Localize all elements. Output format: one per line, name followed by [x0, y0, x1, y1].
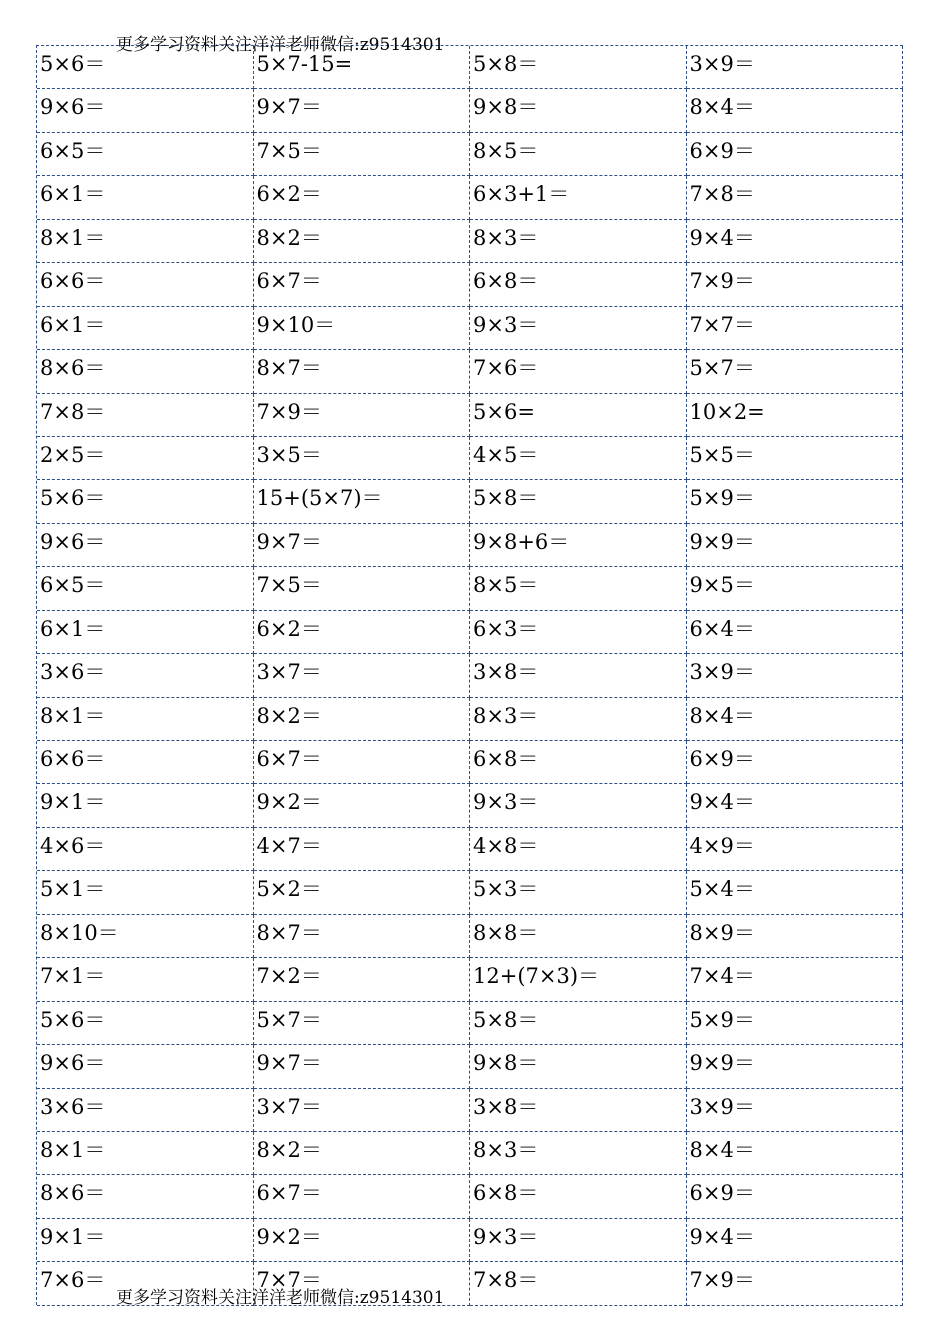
problem-cell: 8×8＝ [470, 915, 687, 958]
problem-cell: 5×7-15= [254, 46, 471, 89]
problem-cell: 3×9＝ [687, 654, 904, 697]
table-row [37, 307, 903, 350]
problem-cell: 3×6＝ [37, 654, 254, 697]
problem-cell: 4×6＝ [37, 828, 254, 871]
problem-cell: 7×2＝ [254, 958, 471, 1001]
problem-cell: 7×9＝ [687, 263, 904, 306]
problem-cell: 8×5＝ [470, 567, 687, 610]
problem-cell: 9×8＝ [470, 1045, 687, 1088]
problem-cell: 8×7＝ [254, 350, 471, 393]
problem-cell: 8×6＝ [37, 1175, 254, 1218]
problem-cell: 5×6＝ [37, 46, 254, 89]
problem-cell: 9×6＝ [37, 89, 254, 132]
table-row [37, 741, 903, 784]
problem-cell: 5×8＝ [470, 1002, 687, 1045]
problem-cell: 3×9＝ [687, 46, 904, 89]
problem-cell: 4×5＝ [470, 437, 687, 480]
problem-cell: 3×6＝ [37, 1089, 254, 1132]
problem-cell: 7×5＝ [254, 567, 471, 610]
problem-cell: 6×9＝ [687, 741, 904, 784]
table-row [37, 654, 903, 697]
problem-cell: 7×8＝ [37, 394, 254, 437]
problem-cell: 6×7＝ [254, 1175, 471, 1218]
problem-cell: 7×1＝ [37, 958, 254, 1001]
problem-cell: 10×2= [687, 394, 904, 437]
watermark-bottom: 更多学习资料关注洋洋老师微信:z9514301 [116, 1288, 445, 1308]
problem-cell: 6×6＝ [37, 263, 254, 306]
problem-cell: 6×4＝ [687, 611, 904, 654]
problem-cell: 9×1＝ [37, 784, 254, 827]
problem-cell: 9×8+6＝ [470, 524, 687, 567]
problem-cell: 9×8＝ [470, 89, 687, 132]
problem-cell: 9×7＝ [254, 89, 471, 132]
problem-cell: 6×8＝ [470, 1175, 687, 1218]
table-row [37, 133, 903, 176]
problem-cell: 8×4＝ [687, 89, 904, 132]
problem-cell: 7×8＝ [687, 176, 904, 219]
problem-cell: 3×7＝ [254, 654, 471, 697]
problem-cell: 5×6＝ [37, 480, 254, 523]
problem-cell: 6×7＝ [254, 741, 471, 784]
problem-cell: 5×2＝ [254, 871, 471, 914]
problem-cell: 7×6＝ [37, 1262, 254, 1305]
problem-cell: 9×6＝ [37, 1045, 254, 1088]
problem-cell: 5×7＝ [687, 350, 904, 393]
table-row [37, 350, 903, 393]
problem-cell: 7×7＝ [687, 307, 904, 350]
table-row [37, 1045, 903, 1088]
watermark-top: 更多学习资料关注洋洋老师微信:z9514301 [116, 35, 445, 55]
table-row [37, 176, 903, 219]
problem-cell: 8×5＝ [470, 133, 687, 176]
problem-cell: 9×4＝ [687, 784, 904, 827]
table-row [37, 480, 903, 523]
problem-cell: 12+(7×3)＝ [470, 958, 687, 1001]
table-row [37, 828, 903, 871]
table-row [37, 1002, 903, 1045]
problem-cell: 9×6＝ [37, 524, 254, 567]
problem-cell: 6×5＝ [37, 133, 254, 176]
problem-cell: 6×2＝ [254, 611, 471, 654]
problem-cell: 8×2＝ [254, 698, 471, 741]
table-row [37, 220, 903, 263]
problem-cell: 8×3＝ [470, 698, 687, 741]
problem-cell: 6×3+1＝ [470, 176, 687, 219]
problem-cell: 8×7＝ [254, 915, 471, 958]
table-row [37, 437, 903, 480]
table-row [37, 784, 903, 827]
problem-cell: 5×6＝ [37, 1002, 254, 1045]
problem-cell: 8×2＝ [254, 1132, 471, 1175]
problem-cell: 7×4＝ [687, 958, 904, 1001]
problem-cell: 9×3＝ [470, 1219, 687, 1262]
problem-cell: 4×8＝ [470, 828, 687, 871]
table-row [37, 871, 903, 914]
problem-cell: 15+(5×7)＝ [254, 480, 471, 523]
problem-cell: 6×5＝ [37, 567, 254, 610]
problem-cell: 9×9＝ [687, 1045, 904, 1088]
problem-cell: 6×1＝ [37, 176, 254, 219]
problem-cell: 8×3＝ [470, 1132, 687, 1175]
problem-cell: 9×9＝ [687, 524, 904, 567]
problem-cell: 8×4＝ [687, 698, 904, 741]
table-row [37, 567, 903, 610]
problem-cell: 9×4＝ [687, 220, 904, 263]
problem-cell: 8×6＝ [37, 350, 254, 393]
table-row [37, 1132, 903, 1175]
problem-cell: 9×2＝ [254, 784, 471, 827]
problem-cell: 6×8＝ [470, 263, 687, 306]
problem-cell: 8×2＝ [254, 220, 471, 263]
problem-cell: 9×5＝ [687, 567, 904, 610]
problem-cell: 8×1＝ [37, 1132, 254, 1175]
table-row [37, 958, 903, 1001]
problem-cell: 9×7＝ [254, 1045, 471, 1088]
problem-cell: 7×6＝ [470, 350, 687, 393]
problem-cell: 5×5＝ [687, 437, 904, 480]
table-row [37, 89, 903, 132]
problem-cell: 3×7＝ [254, 1089, 471, 1132]
problem-cell: 5×3＝ [470, 871, 687, 914]
problem-cell: 3×8＝ [470, 1089, 687, 1132]
problem-cell: 8×9＝ [687, 915, 904, 958]
problem-cell: 5×9＝ [687, 480, 904, 523]
problem-cell: 6×1＝ [37, 307, 254, 350]
problem-cell: 4×7＝ [254, 828, 471, 871]
problem-cell: 9×2＝ [254, 1219, 471, 1262]
table-row [37, 698, 903, 741]
problem-cell: 9×3＝ [470, 784, 687, 827]
problem-cell: 6×2＝ [254, 176, 471, 219]
problem-cell: 7×5＝ [254, 133, 471, 176]
table-row [37, 394, 903, 437]
problem-cell: 6×3＝ [470, 611, 687, 654]
table-row [37, 1089, 903, 1132]
table-row [37, 1175, 903, 1218]
problem-cell: 8×4＝ [687, 1132, 904, 1175]
problem-cell: 6×9＝ [687, 1175, 904, 1218]
problem-cell: 4×9＝ [687, 828, 904, 871]
exercise-grid [36, 45, 903, 1305]
problem-cell: 6×9＝ [687, 133, 904, 176]
problem-cell: 5×6= [470, 394, 687, 437]
problem-cell: 8×3＝ [470, 220, 687, 263]
problem-cell: 9×3＝ [470, 307, 687, 350]
problem-cell: 5×9＝ [687, 1002, 904, 1045]
problem-cell: 5×8＝ [470, 46, 687, 89]
problem-cell: 5×8＝ [470, 480, 687, 523]
problem-cell: 8×1＝ [37, 220, 254, 263]
problem-cell: 8×1＝ [37, 698, 254, 741]
table-row [37, 524, 903, 567]
table-row [37, 263, 903, 306]
problem-cell: 6×6＝ [37, 741, 254, 784]
problem-cell: 9×7＝ [254, 524, 471, 567]
problem-cell: 3×8＝ [470, 654, 687, 697]
problem-cell: 3×9＝ [687, 1089, 904, 1132]
problem-cell: 5×1＝ [37, 871, 254, 914]
table-row [37, 1219, 903, 1262]
problem-cell: 6×7＝ [254, 263, 471, 306]
problem-cell: 9×10＝ [254, 307, 471, 350]
problem-cell: 5×4＝ [687, 871, 904, 914]
problem-cell: 6×8＝ [470, 741, 687, 784]
problem-cell: 9×4＝ [687, 1219, 904, 1262]
problem-cell: 7×9＝ [254, 394, 471, 437]
problem-cell: 2×5＝ [37, 437, 254, 480]
problem-cell: 7×7＝ [254, 1262, 471, 1305]
problem-cell: 6×1＝ [37, 611, 254, 654]
table-row [37, 611, 903, 654]
problem-cell: 7×8＝ [470, 1262, 687, 1305]
problem-cell: 7×9＝ [687, 1262, 904, 1305]
table-row [37, 915, 903, 958]
problem-cell: 3×5＝ [254, 437, 471, 480]
problem-cell: 5×7＝ [254, 1002, 471, 1045]
problem-cell: 9×1＝ [37, 1219, 254, 1262]
problem-cell: 8×10＝ [37, 915, 254, 958]
